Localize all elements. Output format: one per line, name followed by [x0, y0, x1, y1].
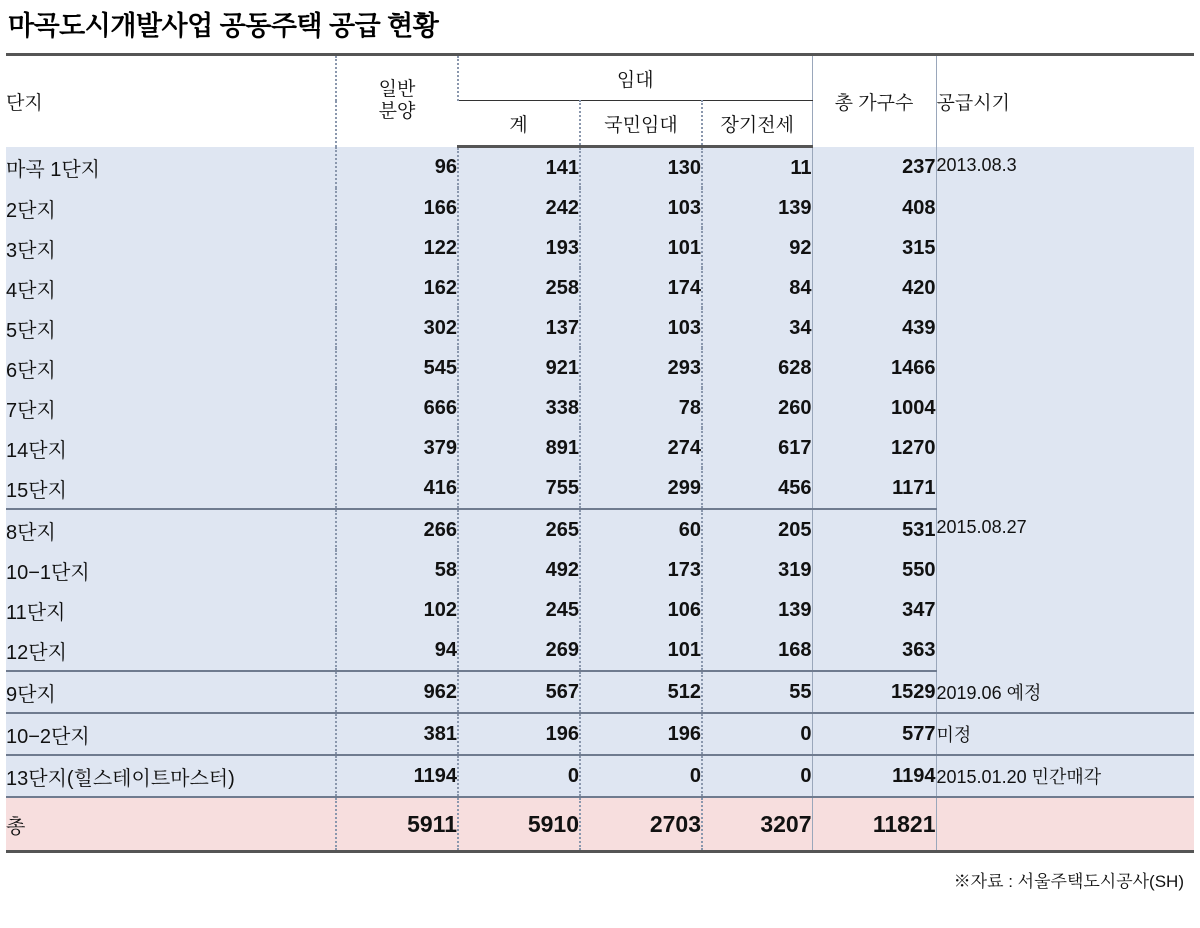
cell-total-households: 11821 — [812, 797, 936, 852]
cell-rental-sum: 338 — [458, 388, 580, 428]
cell-danji-name: 13단지(힐스테이트마스터) — [6, 755, 336, 797]
cell-danji-name: 8단지 — [6, 509, 336, 550]
cell-rental-sum: 492 — [458, 550, 580, 590]
cell-national: 106 — [580, 590, 702, 630]
cell-national: 512 — [580, 671, 702, 713]
cell-national: 78 — [580, 388, 702, 428]
cell-total: 408 — [812, 188, 936, 228]
cell-danji-name: 12단지 — [6, 630, 336, 671]
header-rental-group: 임대 — [458, 55, 812, 101]
cell-national: 103 — [580, 188, 702, 228]
cell-national: 101 — [580, 630, 702, 671]
cell-general: 302 — [336, 308, 458, 348]
cell-long-term: 139 — [702, 188, 812, 228]
cell-total-label: 총 — [6, 797, 336, 852]
table-row — [6, 713, 1194, 755]
page-title: 마곡도시개발사업 공동주택 공급 현황 — [8, 11, 439, 41]
cell-total: 550 — [812, 550, 936, 590]
table-foot — [6, 797, 1194, 852]
cell-long-term: 0 — [702, 713, 812, 755]
cell-long-term: 0 — [702, 755, 812, 797]
header-general-sale-line2: 분양 — [378, 101, 416, 123]
cell-national: 299 — [580, 468, 702, 509]
cell-rental-sum: 242 — [458, 188, 580, 228]
cell-rental-sum: 141 — [458, 147, 580, 189]
cell-long-term: 55 — [702, 671, 812, 713]
cell-long-term: 34 — [702, 308, 812, 348]
cell-danji-name: 2단지 — [6, 188, 336, 228]
cell-total: 439 — [812, 308, 936, 348]
cell-rental-sum: 193 — [458, 228, 580, 268]
cell-national: 293 — [580, 348, 702, 388]
cell-long-term: 11 — [702, 147, 812, 189]
cell-long-term: 628 — [702, 348, 812, 388]
cell-national: 173 — [580, 550, 702, 590]
cell-rental-sum: 755 — [458, 468, 580, 509]
cell-long-term: 456 — [702, 468, 812, 509]
header-rental-sum: 계 — [458, 101, 580, 147]
cell-rental-sum: 196 — [458, 713, 580, 755]
cell-general: 381 — [336, 713, 458, 755]
cell-total-rental-sum: 5910 — [458, 797, 580, 852]
cell-danji-name: 10−1단지 — [6, 550, 336, 590]
cell-total: 1270 — [812, 428, 936, 468]
cell-total: 1194 — [812, 755, 936, 797]
cell-danji-name: 14단지 — [6, 428, 336, 468]
header-total-households: 총 가구수 — [812, 55, 936, 147]
cell-national: 0 — [580, 755, 702, 797]
cell-general: 96 — [336, 147, 458, 189]
header-general-sale — [336, 55, 458, 147]
cell-rental-sum: 269 — [458, 630, 580, 671]
cell-national: 60 — [580, 509, 702, 550]
cell-national: 196 — [580, 713, 702, 755]
cell-long-term: 139 — [702, 590, 812, 630]
cell-danji-name: 5단지 — [6, 308, 336, 348]
cell-danji-name: 6단지 — [6, 348, 336, 388]
header-national-rental: 국민임대 — [580, 101, 702, 147]
cell-long-term: 92 — [702, 228, 812, 268]
cell-general: 58 — [336, 550, 458, 590]
cell-danji-name: 3단지 — [6, 228, 336, 268]
cell-national: 103 — [580, 308, 702, 348]
cell-general: 94 — [336, 630, 458, 671]
source-footnote: ※자료 : 서울주택도시공사(SH) — [953, 872, 1184, 891]
cell-general: 666 — [336, 388, 458, 428]
cell-general: 379 — [336, 428, 458, 468]
cell-rental-sum: 0 — [458, 755, 580, 797]
cell-general: 166 — [336, 188, 458, 228]
cell-danji-name: 11단지 — [6, 590, 336, 630]
supply-table — [6, 53, 1194, 853]
cell-total: 315 — [812, 228, 936, 268]
table-row — [6, 509, 1194, 550]
table-row — [6, 755, 1194, 797]
cell-total: 1004 — [812, 388, 936, 428]
cell-total: 577 — [812, 713, 936, 755]
cell-supply-time: 2015.01.20 민간매각 — [936, 755, 1194, 797]
cell-total-general: 5911 — [336, 797, 458, 852]
cell-general: 122 — [336, 228, 458, 268]
cell-supply-time: 2019.06 예정 — [936, 671, 1194, 713]
cell-total: 237 — [812, 147, 936, 189]
cell-danji-name: 15단지 — [6, 468, 336, 509]
cell-rental-sum: 265 — [458, 509, 580, 550]
cell-danji-name: 마곡 1단지 — [6, 147, 336, 189]
cell-general: 1194 — [336, 755, 458, 797]
cell-total: 1171 — [812, 468, 936, 509]
cell-long-term: 260 — [702, 388, 812, 428]
cell-rental-sum: 921 — [458, 348, 580, 388]
cell-total: 1529 — [812, 671, 936, 713]
header-long-term: 장기전세 — [702, 101, 812, 147]
cell-long-term: 168 — [702, 630, 812, 671]
total-row — [6, 797, 1194, 852]
cell-general: 162 — [336, 268, 458, 308]
cell-danji-name: 7단지 — [6, 388, 336, 428]
cell-danji-name: 10−2단지 — [6, 713, 336, 755]
cell-general: 962 — [336, 671, 458, 713]
cell-total: 363 — [812, 630, 936, 671]
cell-general: 102 — [336, 590, 458, 630]
header-row-top — [6, 55, 1194, 101]
cell-total: 347 — [812, 590, 936, 630]
header-danji: 단지 — [6, 55, 336, 147]
cell-supply-time: 2013.08.3 — [936, 147, 1194, 510]
cell-long-term: 319 — [702, 550, 812, 590]
cell-total: 1466 — [812, 348, 936, 388]
cell-total-national: 2703 — [580, 797, 702, 852]
cell-general: 266 — [336, 509, 458, 550]
table-row — [6, 147, 1194, 189]
cell-supply-time: 2015.08.27 — [936, 509, 1194, 671]
cell-total-long-term: 3207 — [702, 797, 812, 852]
cell-rental-sum: 258 — [458, 268, 580, 308]
cell-danji-name: 4단지 — [6, 268, 336, 308]
header-general-sale-line1: 일반 — [378, 79, 416, 101]
cell-rental-sum: 567 — [458, 671, 580, 713]
cell-national: 130 — [580, 147, 702, 189]
cell-general: 545 — [336, 348, 458, 388]
header-supply-time: 공급시기 — [936, 55, 1194, 147]
cell-rental-sum: 245 — [458, 590, 580, 630]
table-row — [6, 671, 1194, 713]
cell-long-term: 617 — [702, 428, 812, 468]
cell-rental-sum: 137 — [458, 308, 580, 348]
table-body — [6, 147, 1194, 798]
cell-total: 420 — [812, 268, 936, 308]
cell-total-supply-time — [936, 797, 1194, 852]
cell-rental-sum: 891 — [458, 428, 580, 468]
cell-national: 174 — [580, 268, 702, 308]
cell-supply-time: 미정 — [936, 713, 1194, 755]
cell-general: 416 — [336, 468, 458, 509]
cell-national: 274 — [580, 428, 702, 468]
cell-national: 101 — [580, 228, 702, 268]
cell-long-term: 84 — [702, 268, 812, 308]
cell-long-term: 205 — [702, 509, 812, 550]
table-head — [6, 55, 1194, 147]
cell-danji-name: 9단지 — [6, 671, 336, 713]
cell-total: 531 — [812, 509, 936, 550]
